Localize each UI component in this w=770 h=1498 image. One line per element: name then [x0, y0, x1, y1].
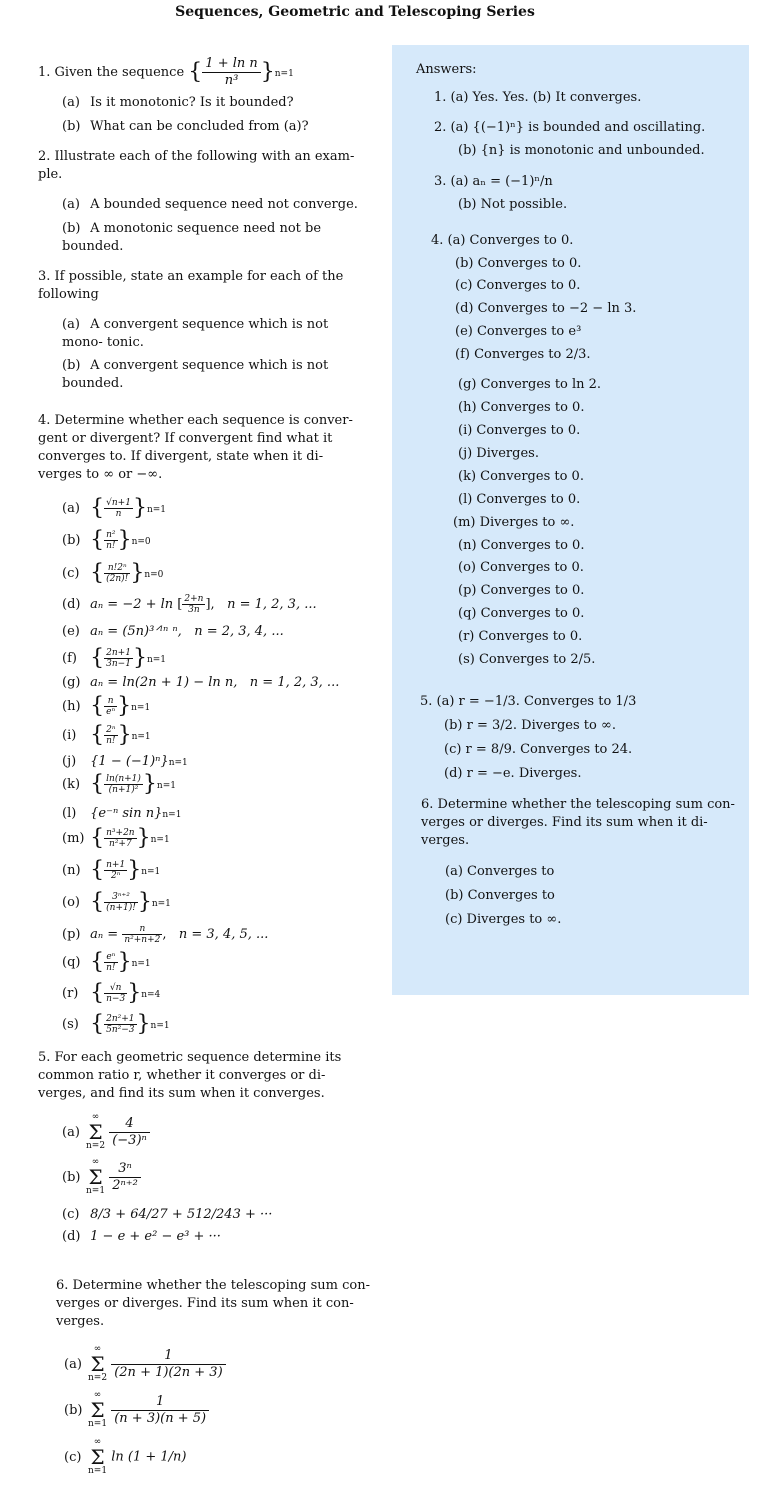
- answer-2b: (b) {n} is monotonic and unbounded.: [458, 143, 705, 158]
- q4-item-m: (m) { $\frac{\text{n³+2n}}{\text{n²+7}}$ }n=1: [62, 825, 170, 851]
- answer-4r: (r) Converges to 0.: [458, 629, 583, 644]
- answer-4d: (d) Converges to −2 − ln 3.: [455, 301, 637, 316]
- q4-item-b: (b) { $\frac{\text{n²}}{n!}$ }n=0: [62, 527, 151, 553]
- q1-part-a: (a) Is it monotonic? Is it bounded?: [62, 95, 294, 110]
- q3-stem: 3. If possible, state an example for each of the following: [38, 269, 344, 302]
- q3-part-b: (b) A convergent sequence which is not bounded.: [62, 358, 329, 391]
- answer-6c: (c) Diverges to ∞.: [445, 912, 562, 927]
- q4-stem: 4. Determine whether each sequence is conver- gent or divergent? If convergent find what it converges to. If divergent, state when it di- verges to ∞ or −∞.: [38, 413, 353, 482]
- q5-item-a: (a)∞ Σ n=2 $\frac{4}{\text{(−3)ⁿ}}$: [62, 1113, 150, 1151]
- answer-4g: (g) Converges to ln 2.: [458, 377, 602, 392]
- answer-4l: (l) Converges to 0.: [458, 492, 581, 507]
- answer-6-stem: 6. Determine whether the telescoping sum con- verges or diverges. Find its sum when it di- verges.: [421, 797, 735, 848]
- answer-4q: (q) Converges to 0.: [458, 606, 585, 621]
- answer-3b: (b) Not possible.: [458, 197, 568, 212]
- answer-6a: (a) Converges to: [445, 864, 555, 879]
- answer-4f: (f) Converges to 2/3.: [455, 347, 591, 362]
- q6-item-a: (a)∞ Σ n=2 $\frac{1}{(2n + 1)(2n + 3)}$: [64, 1345, 226, 1383]
- answer-4b: (b) Converges to 0.: [455, 256, 582, 271]
- q4-item-o: (o) { $\frac{\text{3ⁿ⁺²}}{(n+1)!}$ }n=1: [62, 889, 171, 915]
- q4-item-g: (g) aₙ = ln(2n + 1) − ln n, n = 1, 2, 3, ...: [62, 675, 340, 690]
- q1-fraction: $\frac{\text{1 + ln n}}{\text{n³}}$: [202, 56, 260, 89]
- answer-1: 1. (a) Yes. Yes. (b) It converges.: [434, 90, 642, 105]
- q4-item-n: (n) { $\frac{n+1}{\text{2ⁿ}}$ }n=1: [62, 857, 161, 883]
- q1-text: Given the sequence: [54, 65, 185, 80]
- q4-item-d: (d) aₙ = −2 + ln [ $\frac{2+n}{3n}$ ], n = 1, 2, 3, ...: [62, 594, 317, 615]
- q5-item-b: (b)∞ Σ n=1 $\frac{\text{3ⁿ}}{\text{2ⁿ⁺²}}$: [62, 1158, 141, 1196]
- q4-item-f: (f) { $\frac{2n+1}{3n-1}$ }n=1: [62, 645, 167, 671]
- q2-part-a: (a) A bounded sequence need not converge.: [62, 197, 358, 212]
- answer-3a: 3. (a) aₙ = (−1)ⁿ/n: [434, 174, 553, 189]
- answers-heading: Answers:: [416, 62, 477, 77]
- page-title: Sequences, Geometric and Telescoping Series: [175, 4, 535, 20]
- q4-item-q: (q) { $\frac{\text{eⁿ}}{n!}$ }n=1: [62, 949, 151, 975]
- q5-item-d: (d) 1 − e + e² − e³ + ···: [62, 1229, 221, 1244]
- q4-item-p: (p) aₙ = $\frac{n}{\text{n²+n+2}}$ , n = 3, 4, 5, ...: [62, 924, 269, 945]
- answer-4k: (k) Converges to 0.: [458, 469, 584, 484]
- q5-stem: 5. For each geometric sequence determine its common ratio r, whether it converges or di- verges, and find its sum when it converges.: [38, 1050, 342, 1101]
- answer-4c: (c) Converges to 0.: [455, 278, 581, 293]
- q1-part-b: (b) What can be concluded from (a)?: [62, 119, 309, 134]
- q4-item-k: (k) { $\frac{\ln(n+1)}{\text{(n+1)²}}$ }n=1: [62, 771, 176, 797]
- q6-item-c: (c)∞ Σ n=1 ln (1 + 1/n): [64, 1437, 187, 1476]
- answer-4i: (i) Converges to 0.: [458, 423, 581, 438]
- answer-4s: (s) Converges to 2/5.: [458, 652, 596, 667]
- q4-item-r: (r) { $\frac{√n}{n-3}$ }n=4: [62, 980, 161, 1006]
- answer-6b: (b) Converges to: [445, 888, 555, 903]
- answer-4a: 4. (a) Converges to 0.: [431, 233, 574, 248]
- q4-item-c: (c) { $\frac{\text{n!2ⁿ}}{(2n)!}$ }n=0: [62, 560, 164, 586]
- answer-4n: (n) Converges to 0.: [458, 538, 585, 553]
- answer-5a: 5. (a) r = −1/3. Converges to 1/3: [420, 694, 637, 709]
- q4-item-l: (l) {e⁻ⁿ sin n}n=1: [62, 806, 182, 821]
- answer-4p: (p) Converges to 0.: [458, 583, 585, 598]
- q1-stem: 1. Given the sequence { $\frac{\text{1 + ln n}}{\text{n³}}$ }n=1: [38, 56, 294, 88]
- answer-4o: (o) Converges to 0.: [458, 560, 584, 575]
- answer-2a: 2. (a) {(−1)ⁿ} is bounded and oscillating.: [434, 120, 706, 135]
- q4-item-i: (i) { $\frac{\text{2ⁿ}}{n!}$ }n=1: [62, 722, 151, 748]
- q2-part-b: (b) A monotonic sequence need not be bounded.: [62, 221, 322, 254]
- answer-4h: (h) Converges to 0.: [458, 400, 585, 415]
- answer-4j: (j) Diverges.: [458, 446, 539, 461]
- q1-number: 1.: [38, 65, 51, 80]
- q2-stem: 2. Illustrate each of the following with an exam- ple.: [38, 149, 355, 182]
- q6-stem: 6. Determine whether the telescoping sum con- verges or diverges. Find its sum when it con- verges.: [56, 1278, 370, 1329]
- q3-part-a: (a) A convergent sequence which is not mono- tonic.: [62, 317, 329, 350]
- q4-item-e: (e) aₙ = (5n)³ᐟˡⁿ ⁿ, n = 2, 3, 4, ...: [62, 624, 284, 639]
- answer-4e: (e) Converges to e³: [455, 324, 582, 339]
- answer-5d: (d) r = −e. Diverges.: [444, 766, 582, 781]
- q4-item-j: (j) {1 − (−1)ⁿ}n=1: [62, 754, 188, 769]
- q5-item-c: (c) 8/3 + 64/27 + 512/243 + ···: [62, 1207, 273, 1222]
- answer-5c: (c) r = 8/9. Converges to 24.: [444, 742, 633, 757]
- q6-item-b: (b)∞ Σ n=1 $\frac{1}{(n + 3)(n + 5)}$: [64, 1391, 209, 1429]
- q4-item-h: (h) { $\frac{n}{\text{eⁿ}}$ }n=1: [62, 693, 151, 719]
- answer-5b: (b) r = 3/2. Diverges to ∞.: [444, 718, 616, 733]
- q4-item-s: (s) { $\frac{\text{2n²+1}}{\text{5n²−3}}$ }n=1: [62, 1011, 170, 1037]
- q4-item-a: (a) { $\frac{√n+1}{n}$ }n=1: [62, 495, 167, 521]
- answer-4m: (m) Diverges to ∞.: [453, 515, 575, 530]
